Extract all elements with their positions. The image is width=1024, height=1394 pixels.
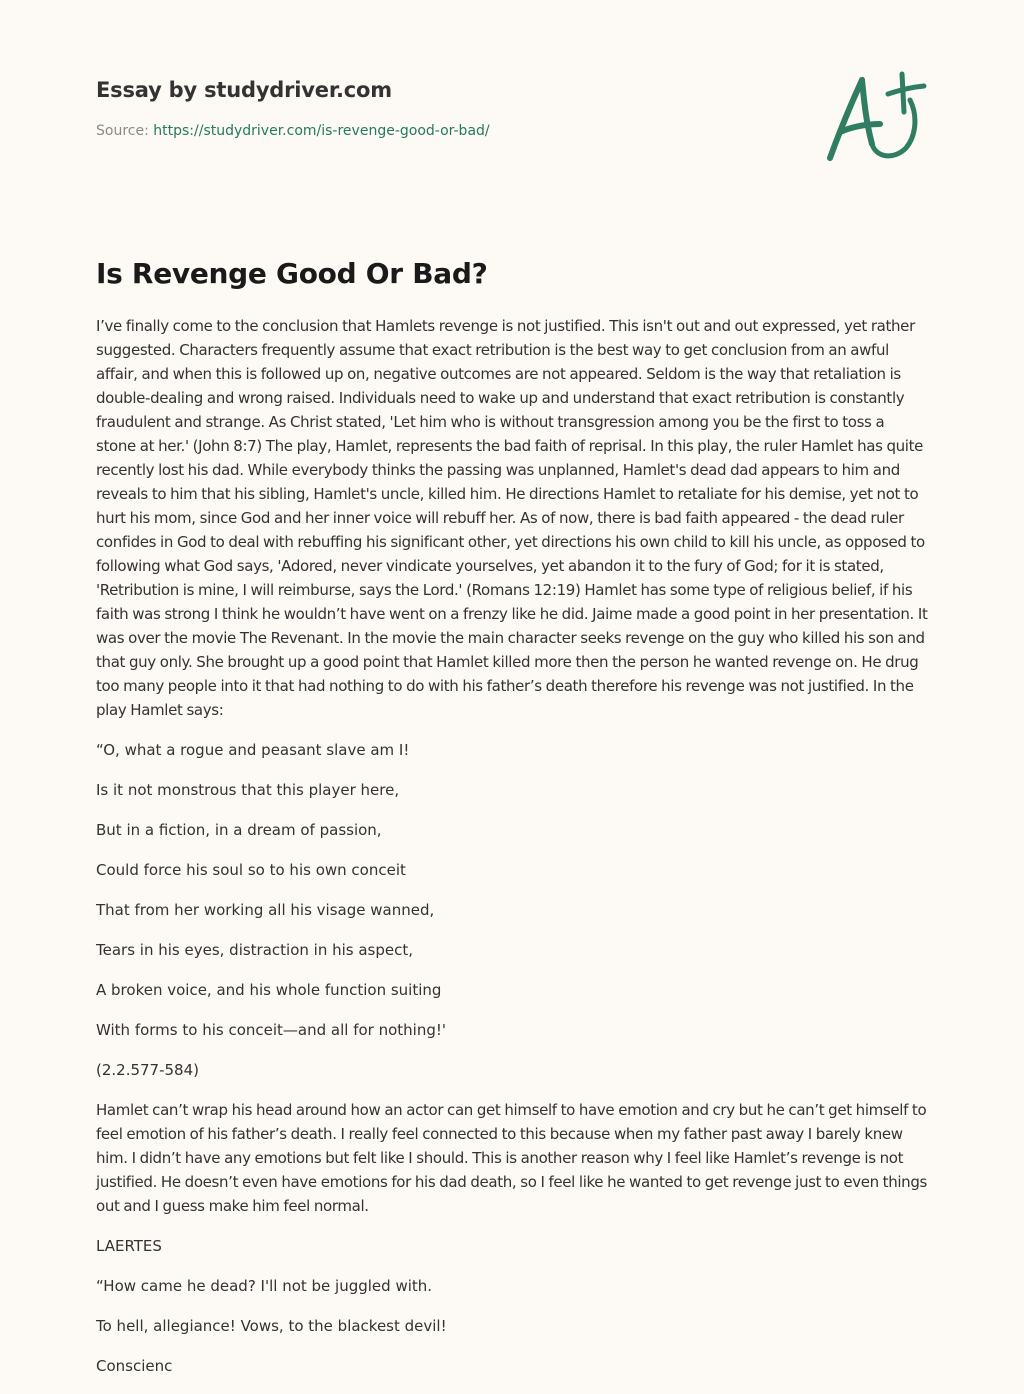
source-link[interactable]: https://studydriver.com/is-revenge-good-or-bad/: [153, 123, 490, 139]
essay-paragraph: Hamlet can’t wrap his head around how an actor can get himself to have emotion and cry but he can’t get himself to feel emotion of his father’s death. I really feel connected to this because when my father past away I barely knew him. I didn’t have any emotions but felt like I should. This is another reason why I feel like Hamlet’s revenge is not justified. He doesn’t even have emotions for his dad death, so I feel like he wanted to get revenge just to even things out and I guess make him feel normal.: [96, 1101, 927, 1215]
quote-line: Is it not monstrous that this player here,: [96, 781, 400, 799]
source-line: [96, 121, 796, 141]
quote-line-truncated: Conscienc: [96, 1357, 173, 1375]
essay-body: [96, 314, 928, 1394]
quote-line: “O, what a rogue and peasant slave am I!: [96, 741, 410, 759]
essay-paragraph: I’ve finally come to the conclusion that Hamlets revenge is not justified. This isn't out and out expressed, yet rather suggested. Characters frequently assume that exact retribution is the best way to get conclusion from an awful affair, and when this is followed up on, negative outcomes are not appeared. Seldom is the way that retaliation is double-dealing and wrong raised. Individuals need to wake up and understand that exact retribution is constantly fraudulent and strange. As Christ stated, 'Let him who is without transgression among you be the first to toss a stone at her.' (John 8:7) The play, Hamlet, represents the bad faith of reprisal. In this play, the ruler Hamlet has quite recently lost his dad. While everybody thinks the passing was unplanned, Hamlet's dead dad appears to him and reveals to him that his sibling, Hamlet's uncle, killed him. He directions Hamlet to retaliate for his demise, yet not to hurt his mom, since God and her inner voice will rebuff her. As of now, there is bad faith appeared - the dead ruler confides in God to deal with rebuffing his significant other, yet directions his own child to kill his uncle, as opposed to following what God says, 'Adored, never vindicate yourselves, yet abandon it to the fury of God; for it is stated, 'Retribution is mine, I will reimburse, says the Lord.' (Romans 12:19) Hamlet has some type of religious belief, if his faith was strong I think he wouldn’t have went on a frenzy like he did. Jaime made a good point in her presentation. It was over the movie The Revenant. In the movie the main character seeks revenge on the guy who killed his son and that guy only. She brought up a good point that Hamlet killed more then the person he wanted revenge on. He drug too many people into it that had nothing to do with his father’s death therefore his revenge was not justified. In the play Hamlet says:: [96, 317, 928, 719]
quote-line: But in a fiction, in a dream of passion,: [96, 821, 382, 839]
quote-line: With forms to his conceit—and all for nothing!': [96, 1021, 447, 1039]
source-label: Source:: [96, 123, 154, 139]
quote-line: To hell, allegiance! Vows, to the blackest devil!: [96, 1317, 447, 1335]
essay-title: Is Revenge Good Or Bad?: [96, 257, 488, 290]
site-title: Essay by studydriver.com: [96, 78, 392, 102]
quote-line: Could force his soul so to his own conceit: [96, 861, 406, 879]
quote-citation: (2.2.577-584): [96, 1061, 200, 1079]
a-plus-grade-icon: [818, 66, 934, 166]
speaker-name: LAERTES: [96, 1237, 162, 1255]
quote-line: “How came he dead? I'll not be juggled with.: [96, 1277, 433, 1295]
quote-line: Tears in his eyes, distraction in his aspect,: [96, 941, 414, 959]
quote-line: That from her working all his visage wanned,: [96, 901, 435, 919]
page-header: [96, 74, 796, 141]
quote-line: A broken voice, and his whole function suiting: [96, 981, 442, 999]
